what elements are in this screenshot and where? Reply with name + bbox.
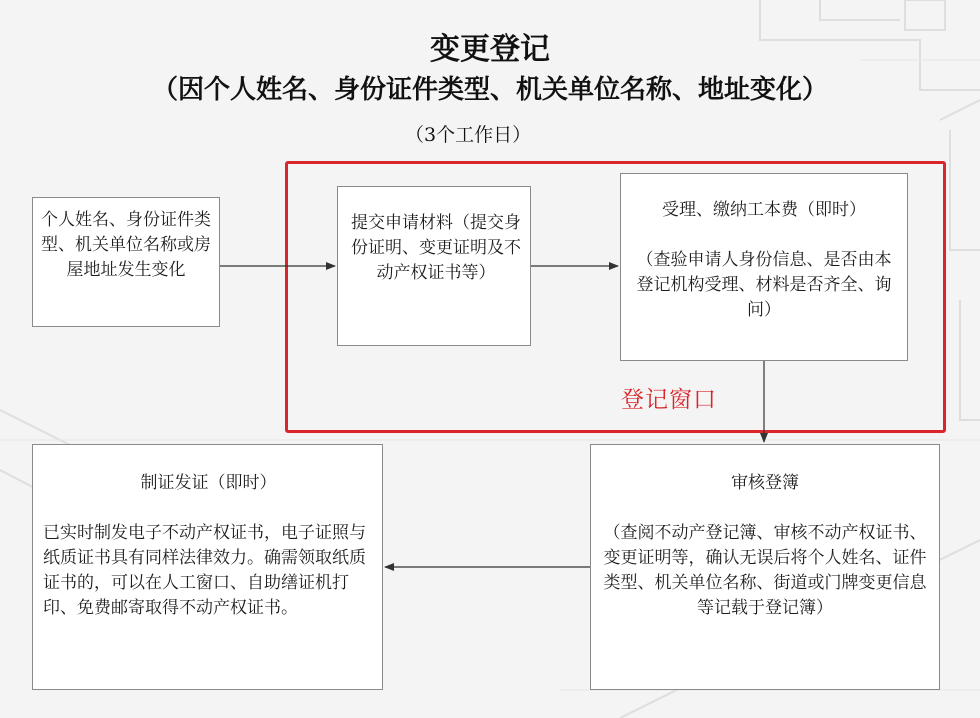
- step-trigger-text: 个人姓名、身份证件类型、机关单位名称或房屋地址发生变化: [41, 210, 211, 280]
- step-submit-text: 提交申请材料（提交身份证明、变更证明及不动产权证书等）: [351, 213, 521, 283]
- step-review-box: [590, 444, 940, 690]
- step-issue-detail: 已实时制发电子不动产权证书，电子证照与纸质证书具有同样法律效力。确需领取纸质证书的，可以在人工窗口、自助缮证机打印、免费邮寄取得不动产权证书。: [43, 523, 366, 618]
- page-title: 变更登记: [430, 32, 550, 67]
- page-subtitle: （因个人姓名、身份证件类型、机关单位名称、地址变化）: [151, 75, 828, 105]
- step-accept-title: 受理、缴纳工本费（即时）: [662, 200, 866, 220]
- step-accept-detail: （查验申请人身份信息、是否由本登记机构受理、材料是否齐全、询问）: [636, 250, 892, 320]
- registration-window-label: 登记窗口: [621, 387, 717, 413]
- step-review-detail: （查阅不动产登记簿、审核不动产权证书、变更证明等，确认无误后将个人姓名、证件类型、机关单位名称、街道或门牌变更信息等记载于登记簿）: [603, 523, 927, 618]
- step-submit-box: [337, 186, 531, 346]
- step-issue-box: [32, 444, 383, 690]
- duration-note: （3个工作日）: [405, 124, 532, 146]
- step-trigger-box: [32, 197, 220, 327]
- step-issue-title: 制证发证（即时）: [140, 473, 277, 493]
- step-review-title: 审核登簿: [731, 473, 799, 493]
- step-accept-box: [620, 173, 908, 361]
